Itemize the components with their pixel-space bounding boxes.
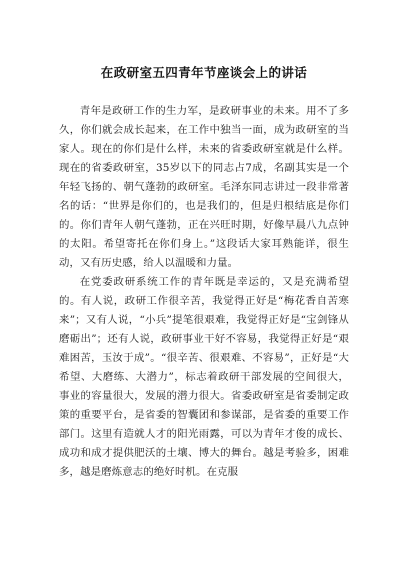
paragraph-1: 青年是政研工作的生力军，是政研事业的未来。用不了多久，你们就会成长起来，在工作中独当一面，成为政研室的当家人。现在的你们是什么样，未来的省委政研室就是什么样。现在的省委政研室，35岁以下的同志占7成，名副其实是一个年轻飞扬的、朝气蓬勃的政研室。毛泽东同志讲过一段非常著名的话：“世界是你们的，也是我们的，但是归根结底是你们的。你们青年人朝气蓬勃，正在兴旺时期，好像早晨八九点钟的太阳。希望寄托在你们身上。”这段话大家耳熟能详，很生动，又有历史感，给人以温暖和力量。 [59,105,349,269]
paragraph-2: 在党委政研系统工作的青年既是幸运的，又是充满希望的。有人说，政研工作很辛苦，我觉得正好是“梅花香自苦寒来”；又有人说，“小兵”提笔很艰难，我觉得正好是“宝剑锋从磨砺出”；还有人说，政研事业干好不容易，我觉得正好是“艰难困苦，玉汝于成”。“很辛苦、很艰难、不容易”，正好是“大希望、大磨练、大潜力”，标志着政研干部发展的空间很大，事业的容量很大，发展的潜力很大。省委政研室是省委制定政策的重要平台，是省委的智囊团和参谋部，是省委的重要工作部门。这里有造就人才的阳光雨露，可以为青年才俊的成长、成功和成才提供肥沃的土壤、博大的舞台。越是考验多，困难多，越是磨炼意志的绝好时机。在克服 [59,276,349,478]
document-body [59,102,349,482]
document-title: 在政研室五四青年节座谈会上的讲话 [100,65,308,80]
